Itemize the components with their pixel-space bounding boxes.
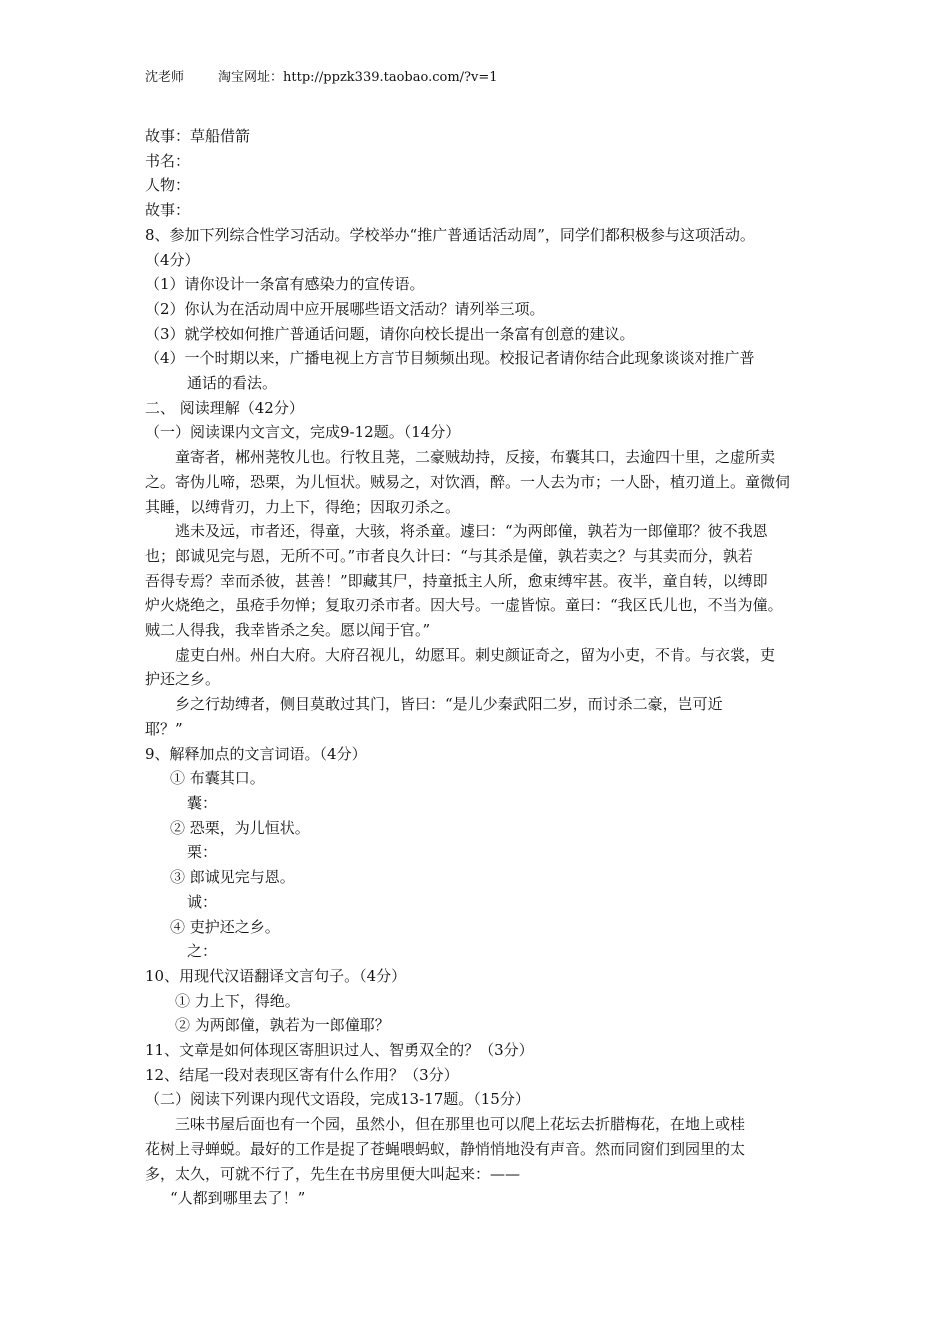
question-8-part-2: （2）你认为在活动周中应开展哪些语文活动？请列举三项。 [145, 299, 545, 318]
passage-line: 炉火烧绝之，虽疮手勿惮；复取刃杀市者。因大号。一虚皆惊。童曰：“我区氏儿也，不当为僮。 [145, 596, 783, 615]
passage-line: 护还之乡。 [145, 670, 221, 689]
question-8-part-4: （4）一个时期以来，广播电视上方言节目频频出现。校报记者请你结合此现象谈谈对推广普 [145, 349, 755, 368]
story-label-2: 故事： [145, 201, 191, 220]
passage-line: 吾得专焉？幸而杀彼，甚善！”即藏其尸，持童抵主人所，愈束缚牢甚。夜半，童自转，以缚即 [145, 571, 768, 590]
passage-line: 之。寄伪儿啼，恐栗，为儿恒状。贼易之，对饮酒，醉。一人去为市；一人卧，植刃道上。童微伺 [145, 472, 791, 491]
question-10: 10、用现代汉语翻译文言句子。（4分） [145, 966, 407, 985]
question-10-item-2: ② 为两郎僮，孰若为一郎僮耶？ [175, 1016, 390, 1035]
question-8-part-3: （3）就学校如何推广普通话问题，请你向校长提出一条富有创意的建议。 [145, 324, 635, 343]
section-reading-heading: 二、 阅读理解（42分） [145, 398, 304, 417]
book-name-label: 书名： [145, 151, 191, 170]
passage-line: 乡之行劫缚者，侧目莫敢过其门，皆曰：“是儿少秦武阳二岁，而讨杀二豪，岂可近 [175, 695, 723, 714]
header-teacher: 沈老师 [145, 70, 185, 85]
question-12: 12、结尾一段对表现区寄有什么作用？（3分） [145, 1065, 459, 1084]
passage-line: 逃未及远，市者还，得童，大骇，将杀童。遽曰：“为两郎僮，孰若为一郎僮耶？彼不我恩 [175, 522, 768, 541]
subsection-modern-heading: （二）阅读下列课内现代文语段，完成13-17题。（15分） [145, 1090, 530, 1109]
passage-line: 虚吏白州。州白大府。大府召视儿，幼愿耳。刺史颜证奇之，留为小吏，不肯。与衣裳，吏 [175, 645, 776, 664]
character-label: 人物： [145, 176, 191, 195]
question-11: 11、文章是如何体现区寄胆识过人、智勇双全的？（3分） [145, 1041, 534, 1060]
question-9-item-2: ② 恐栗，为儿恒状。 [170, 818, 310, 837]
question-9-item-1: ① 布囊其口。 [170, 769, 265, 788]
passage-line: 也；郎诚见完与恩，无所不可。”市者良久计曰：“与其杀是僮，孰若卖之？与其卖而分，孰若 [145, 546, 753, 565]
passage-line: 童寄者，郴州荛牧儿也。行牧且荛，二豪贼劫持，反接，布囊其口，去逾四十里，之虚所卖 [175, 448, 776, 467]
question-8: 8、参加下列综合性学习活动。学校举办“推广普通话活动周”，同学们都积极参与这项活动。 [145, 225, 755, 244]
passage-line: 其睡，以缚背刃，力上下，得绝；因取刃杀之。 [145, 497, 461, 516]
story-label-1: 故事：草船借箭 [145, 127, 251, 145]
page-header [145, 66, 498, 85]
question-9-blank-4: 之： [187, 942, 218, 961]
question-9: 9、解释加点的文言词语。（4分） [145, 744, 367, 763]
subsection-classical-heading: （一）阅读课内文言文，完成9-12题。（14分） [145, 423, 461, 442]
passage-line: 贼二人得我，我幸皆杀之矣。愿以闻于官。” [145, 621, 431, 640]
passage-line: 耶？” [145, 719, 183, 738]
question-8-part-4-continued: 通话的看法。 [187, 374, 278, 393]
document-body [145, 124, 825, 1211]
question-10-item-1: ① 力上下，得绝。 [175, 991, 300, 1010]
question-9-blank-3: 诚： [187, 892, 218, 911]
question-8-part-1: （1）请你设计一条富有感染力的宣传语。 [145, 275, 425, 294]
modern-passage-line: 三味书屋后面也有一个园，虽然小，但在那里也可以爬上花坛去折腊梅花，在地上或桂 [175, 1115, 746, 1134]
modern-passage-quote: “人都到哪里去了！” [170, 1189, 306, 1208]
header-shop-url: 淘宝网址：http://ppzk339.taobao.com/?v=1 [218, 70, 498, 85]
modern-passage-line: 多，太久，可就不行了，先生在书房里便大叫起来：—— [145, 1164, 521, 1183]
question-8-points: （4分） [145, 250, 200, 269]
question-9-item-4: ④ 吏护还之乡。 [170, 917, 280, 936]
modern-passage-line: 花树上寻蝉蜕。最好的工作是捉了苍蝇喂蚂蚁，静悄悄地没有声音。然而同窗们到园里的太 [145, 1139, 746, 1158]
question-9-blank-1: 囊： [187, 793, 218, 812]
question-9-item-3: ③ 郎诚见完与恩。 [170, 868, 295, 887]
question-9-blank-2: 栗： [187, 843, 218, 862]
